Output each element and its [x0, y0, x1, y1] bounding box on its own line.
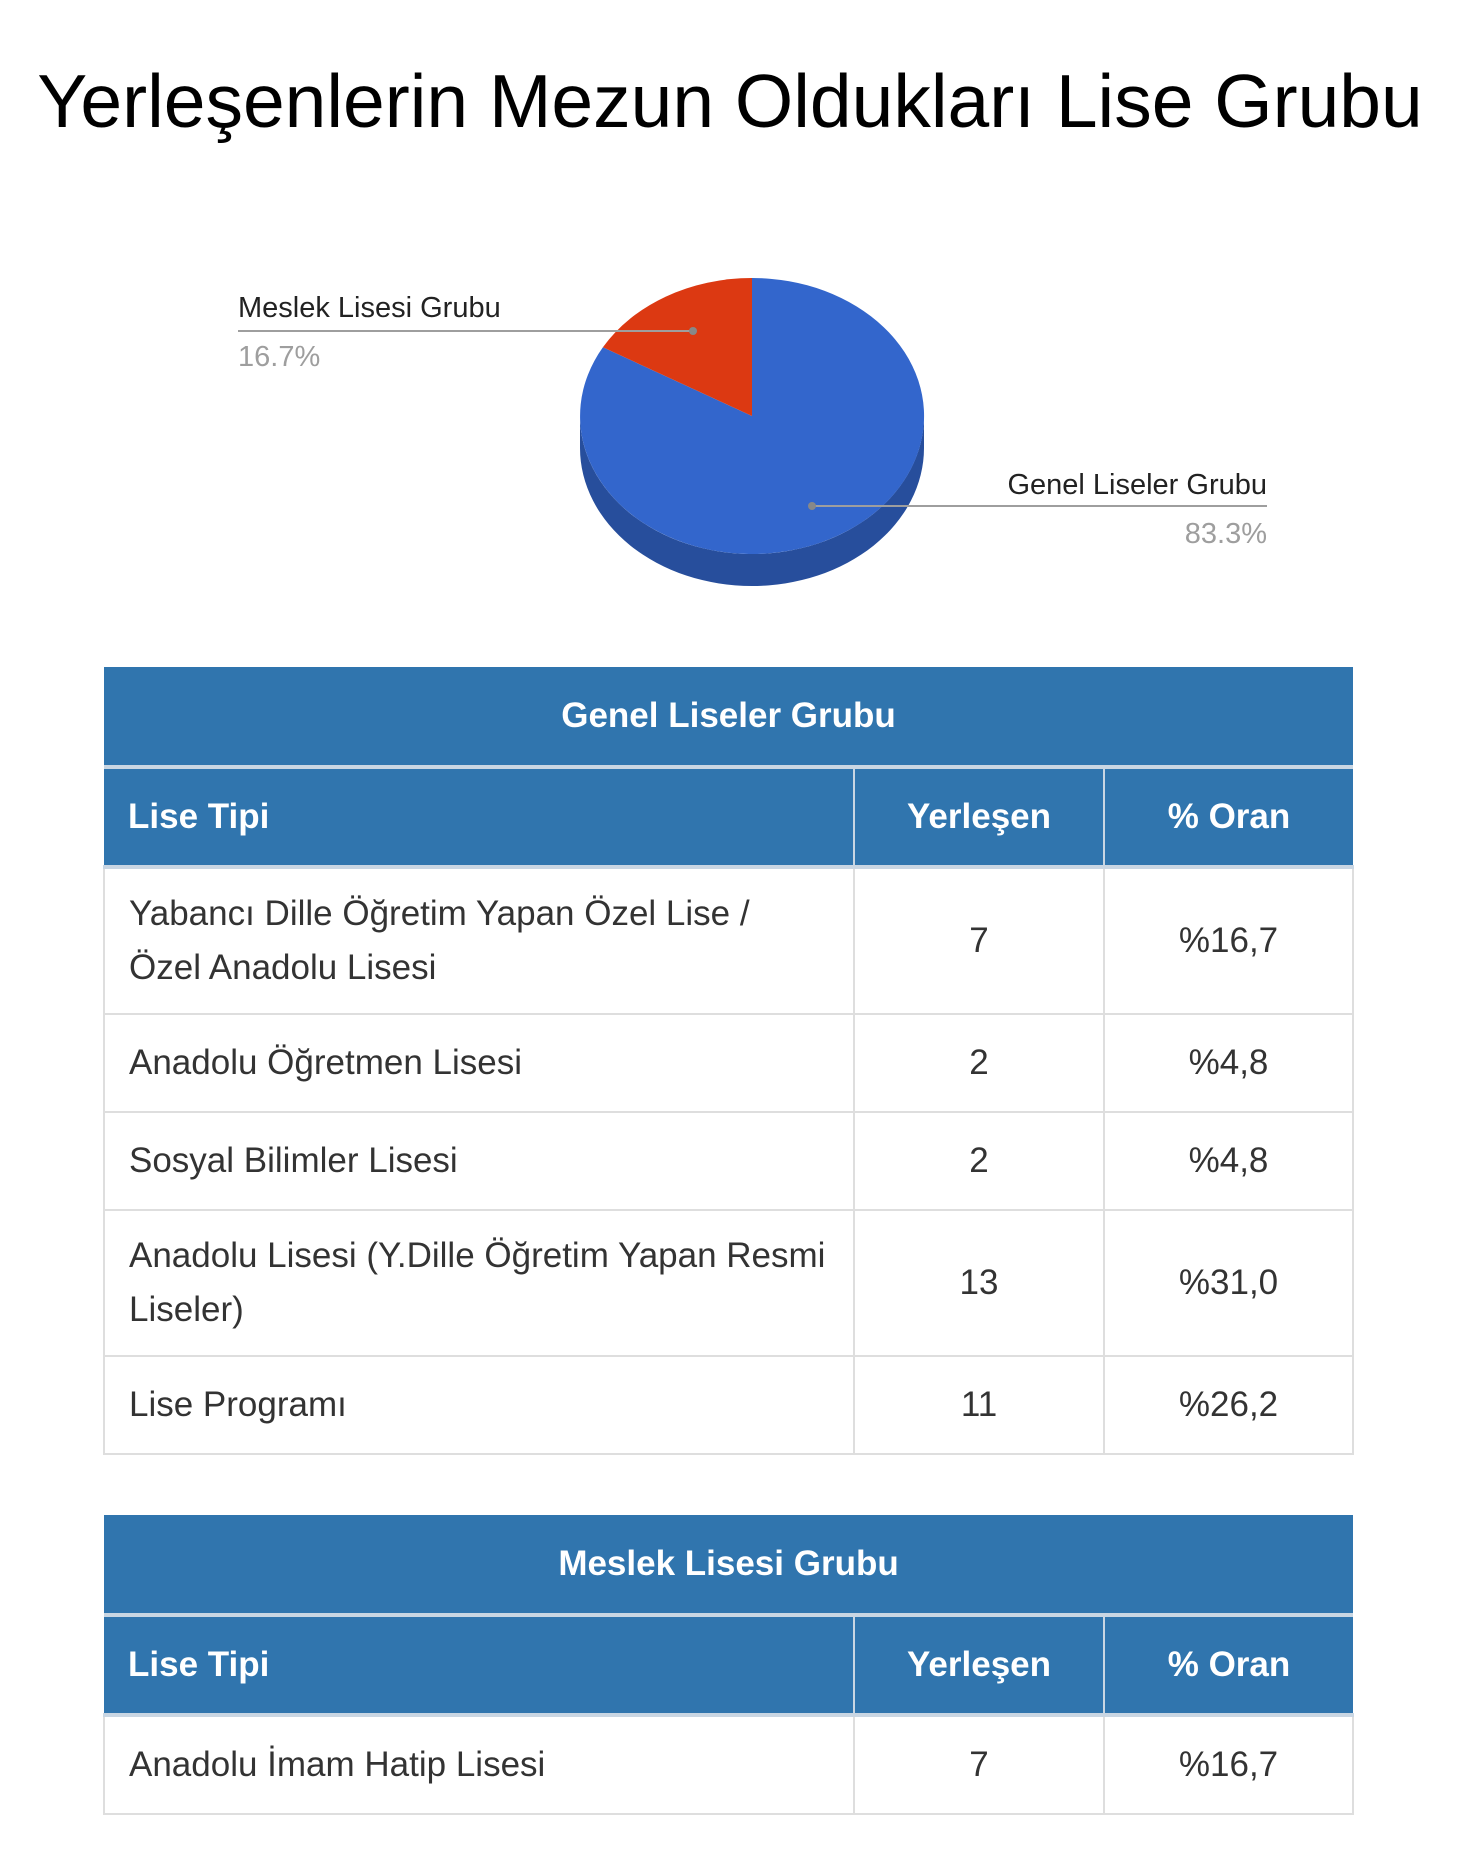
cell-yerlesen: 7: [854, 867, 1104, 1014]
col-header-yerlesen: Yerleşen: [854, 767, 1104, 867]
cell-oran: %26,2: [1104, 1356, 1353, 1454]
label-meslek-name: Meslek Lisesi Grubu: [238, 292, 501, 324]
genel-liseler-table: [103, 667, 1354, 1455]
cell-yerlesen: 13: [854, 1210, 1104, 1356]
table-title: Genel Liseler Grubu: [104, 667, 1353, 767]
cell-lise-tipi: Lise Programı: [104, 1356, 854, 1454]
table-row: [104, 1210, 1353, 1356]
cell-yerlesen: 2: [854, 1112, 1104, 1210]
cell-oran: %31,0: [1104, 1210, 1353, 1356]
col-header-lise-tipi: Lise Tipi: [104, 767, 854, 867]
leader-dot-genel: [808, 502, 816, 510]
cell-lise-tipi: Sosyal Bilimler Lisesi: [104, 1112, 854, 1210]
cell-lise-tipi: Anadolu İmam Hatip Lisesi: [104, 1715, 854, 1814]
table-row: [104, 1014, 1353, 1112]
table-title: Meslek Lisesi Grubu: [104, 1515, 1353, 1615]
cell-lise-tipi: Anadolu Öğretmen Lisesi: [104, 1014, 854, 1112]
cell-oran: %4,8: [1104, 1112, 1353, 1210]
label-genel-name: Genel Liseler Grubu: [1007, 469, 1267, 501]
col-header-oran: % Oran: [1104, 767, 1353, 867]
label-genel-value: 83.3%: [1184, 518, 1267, 550]
table-row: [104, 1715, 1353, 1814]
table-row: [104, 867, 1353, 1014]
table-row: [104, 1112, 1353, 1210]
cell-lise-tipi: Anadolu Lisesi (Y.Dille Öğretim Yapan Resmi Liseler): [104, 1210, 854, 1356]
cell-yerlesen: 11: [854, 1356, 1104, 1454]
meslek-lisesi-table: [103, 1515, 1354, 1815]
leader-dot-meslek: [689, 327, 697, 335]
col-header-yerlesen: Yerleşen: [854, 1615, 1104, 1715]
cell-lise-tipi: Yabancı Dille Öğretim Yapan Özel Lise / Özel Anadolu Lisesi: [104, 867, 854, 1014]
cell-oran: %16,7: [1104, 867, 1353, 1014]
cell-yerlesen: 2: [854, 1014, 1104, 1112]
cell-yerlesen: 7: [854, 1715, 1104, 1814]
col-header-oran: % Oran: [1104, 1615, 1353, 1715]
pie-chart: [0, 230, 1460, 610]
cell-oran: %16,7: [1104, 1715, 1353, 1814]
table-row: [104, 1356, 1353, 1454]
label-meslek-value: 16.7%: [238, 341, 321, 373]
col-header-lise-tipi: Lise Tipi: [104, 1615, 854, 1715]
cell-oran: %4,8: [1104, 1014, 1353, 1112]
page-title: Yerleşenlerin Mezun Oldukları Lise Grubu: [37, 59, 1423, 143]
